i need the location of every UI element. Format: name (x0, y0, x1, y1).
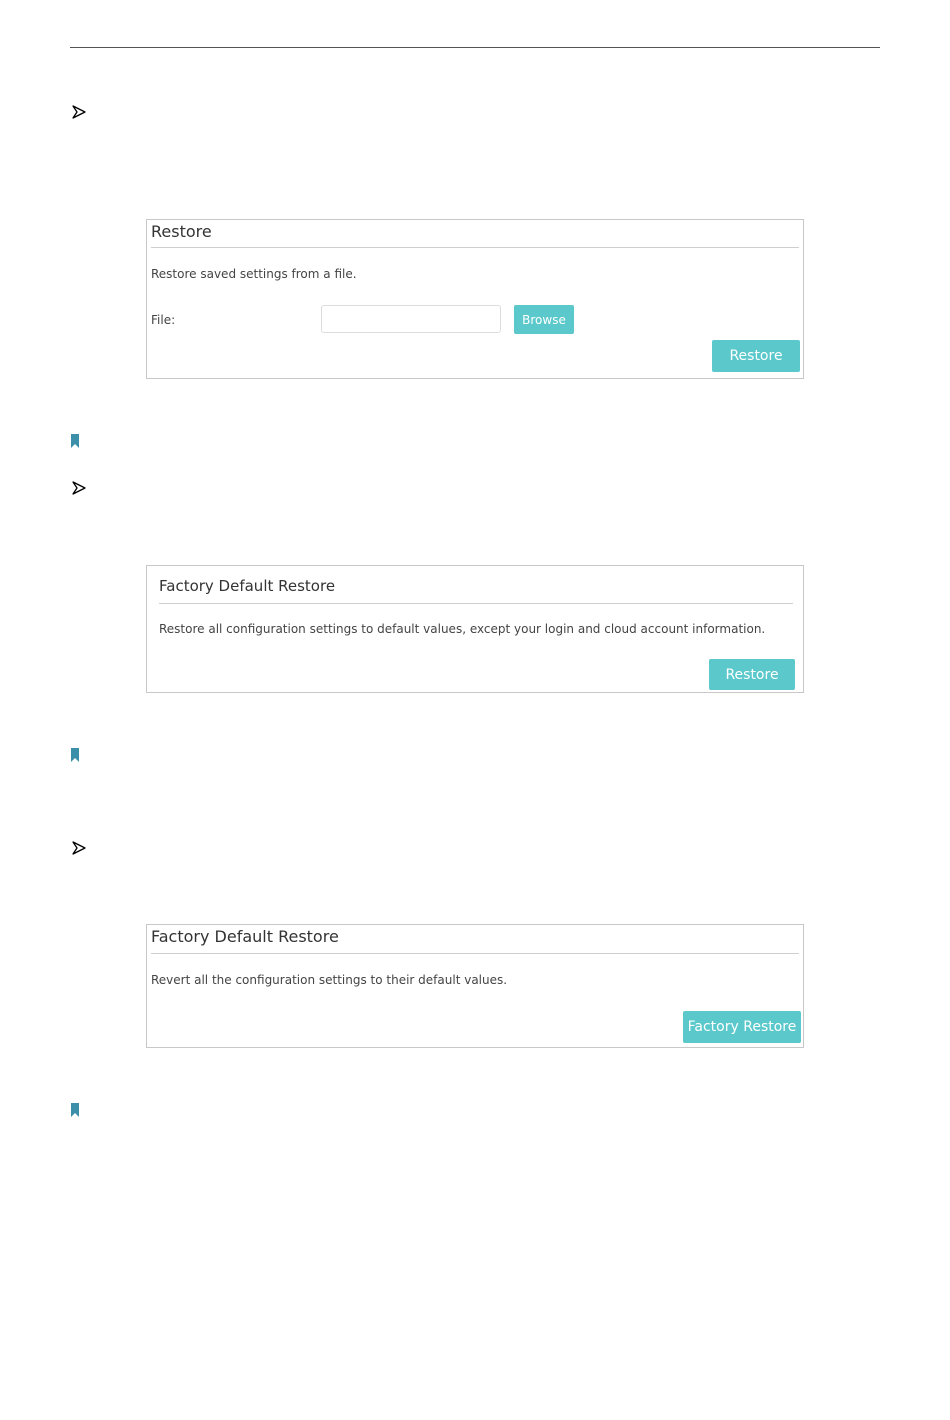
restore-button[interactable]: Restore (709, 659, 795, 690)
restore-button[interactable]: Restore (712, 340, 800, 372)
browse-button[interactable]: Browse (514, 305, 574, 334)
factory-restore-button[interactable]: Factory Restore (683, 1011, 801, 1043)
bookmark-icon (70, 434, 80, 448)
arrow-bullet-icon (71, 840, 87, 856)
panel-divider (159, 603, 793, 604)
arrow-bullet-icon (71, 480, 87, 496)
panel-description: Restore all configuration settings to default values, except your login and cloud account information. (159, 622, 766, 636)
panel-description: Restore saved settings from a file. (151, 267, 357, 281)
panel-title: Restore (151, 222, 212, 241)
panel-divider (151, 247, 799, 248)
header-rule (70, 47, 880, 48)
arrow-bullet-icon (71, 104, 87, 120)
file-input[interactable] (321, 305, 501, 333)
factory-default-restore-panel (146, 924, 804, 1048)
panel-title: Factory Default Restore (159, 577, 336, 595)
panel-divider (151, 953, 799, 954)
panel-description: Revert all the configuration settings to their default values. (151, 973, 508, 987)
bookmark-icon (70, 1103, 80, 1117)
restore-panel (146, 219, 804, 379)
factory-default-restore-panel (146, 565, 804, 693)
panel-title: Factory Default Restore (151, 927, 339, 946)
file-label: File: (151, 313, 176, 327)
bookmark-icon (70, 748, 80, 762)
